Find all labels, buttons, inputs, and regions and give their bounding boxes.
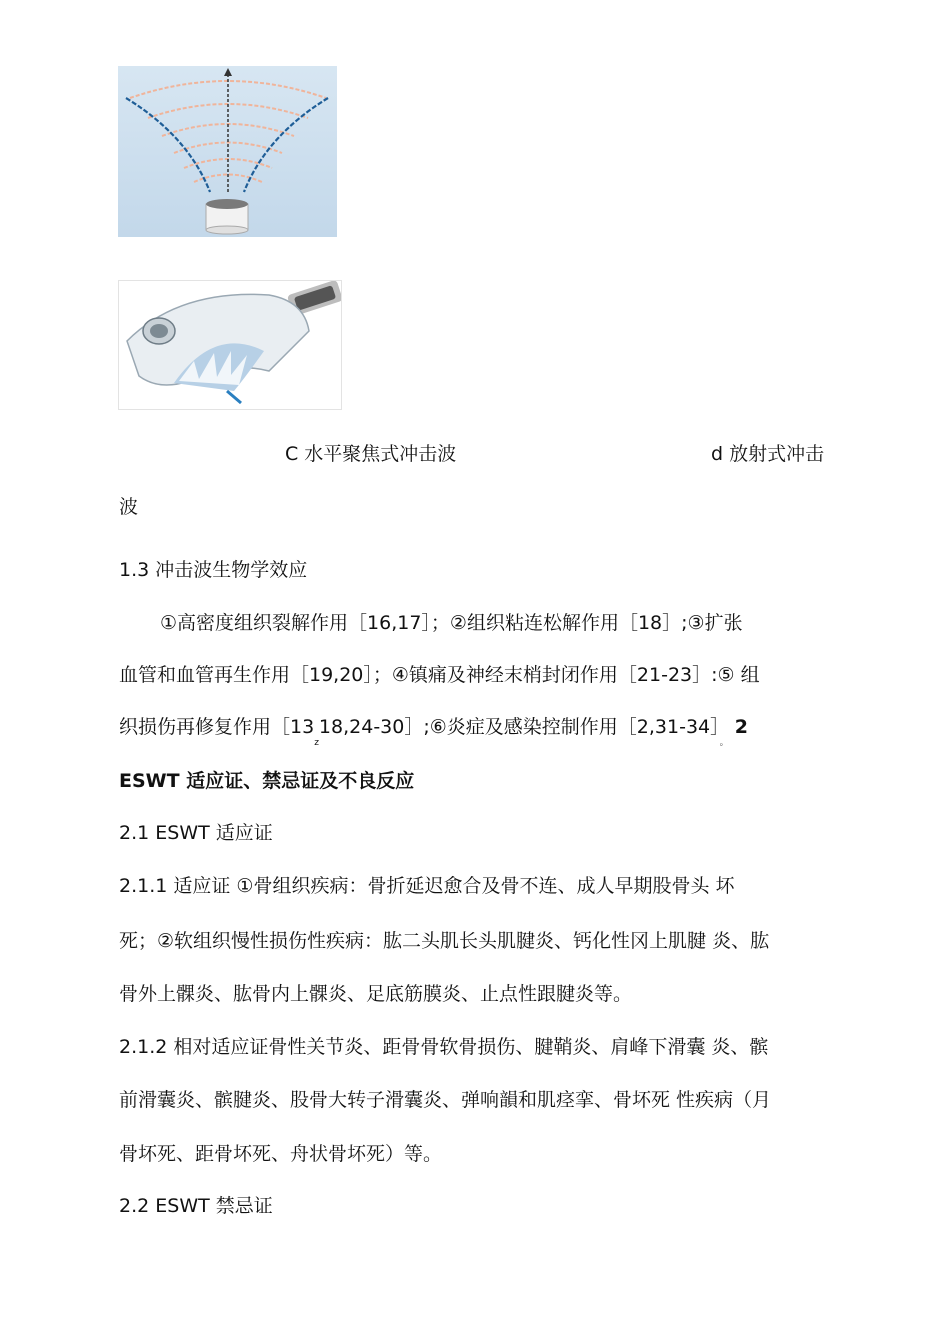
effects-end-mark: 。 (719, 738, 729, 748)
focused-wave-diagram (118, 66, 337, 237)
caption-d-wrap: 波 (119, 496, 139, 518)
section-2-title: ESWT 适应证、禁忌证及不良反应 (119, 770, 415, 792)
section-1-3-heading: 1.3 冲击波生物学效应 (119, 559, 308, 581)
effects-line-1: ①高密度组织裂解作用［16,17］；②组织粘连松解作用［18］;③扩张 (160, 612, 743, 634)
p-2-1-1-line-1: 2.1.1 适应证 ①骨组织疾病：骨折延迟愈合及骨不连、成人早期股骨头 坏 (119, 875, 735, 897)
caption-d: d 放射式冲击 (711, 443, 825, 465)
p-2-1-2-line-3: 骨坏死、距骨坏死、舟状骨坏死）等。 (119, 1143, 443, 1165)
effects-line-3b: 18,24-30］;⑥炎症及感染控制作用［2,31-34］ (318, 716, 720, 738)
effects-subscript: z (314, 738, 319, 748)
effects-line-3a: 织损伤再修复作用［13 (119, 716, 315, 738)
effects-line-2: 血管和血管再生作用［19,20］；④镇痛及神经末梢封闭作用［21-23］:⑤ 组 (119, 664, 760, 686)
focused-shockwave-figure (118, 66, 337, 237)
section-2-number: 2 (734, 716, 748, 738)
radial-shockwave-figure (118, 280, 342, 410)
p-2-1-1-line-3: 骨外上髁炎、肱骨内上髁炎、足底筋膜炎、止点性跟腱炎等。 (119, 983, 633, 1005)
section-2-1-heading: 2.1 ESWT 适应证 (119, 822, 273, 844)
p-2-1-1-line-2: 死；②软组织慢性损伤性疾病：肱二头肌长头肌腱炎、钙化性冈上肌腱 炎、肱 (119, 930, 770, 952)
p-2-1-2-line-2: 前滑囊炎、髌腱炎、股骨大转子滑囊炎、弹响韻和肌痉挛、骨坏死 性疾病（月 (119, 1089, 772, 1111)
radial-applicator-illustration (119, 281, 341, 409)
caption-c: C 水平聚焦式冲击波 (285, 443, 457, 465)
effects-line-3 (119, 714, 748, 748)
p-2-1-2-line-1: 2.1.2 相对适应证骨性关节炎、距骨骨软骨损伤、腱鞘炎、肩峰下滑囊 炎、髌 (119, 1036, 769, 1058)
section-2-2-heading: 2.2 ESWT 禁忌证 (119, 1195, 273, 1217)
